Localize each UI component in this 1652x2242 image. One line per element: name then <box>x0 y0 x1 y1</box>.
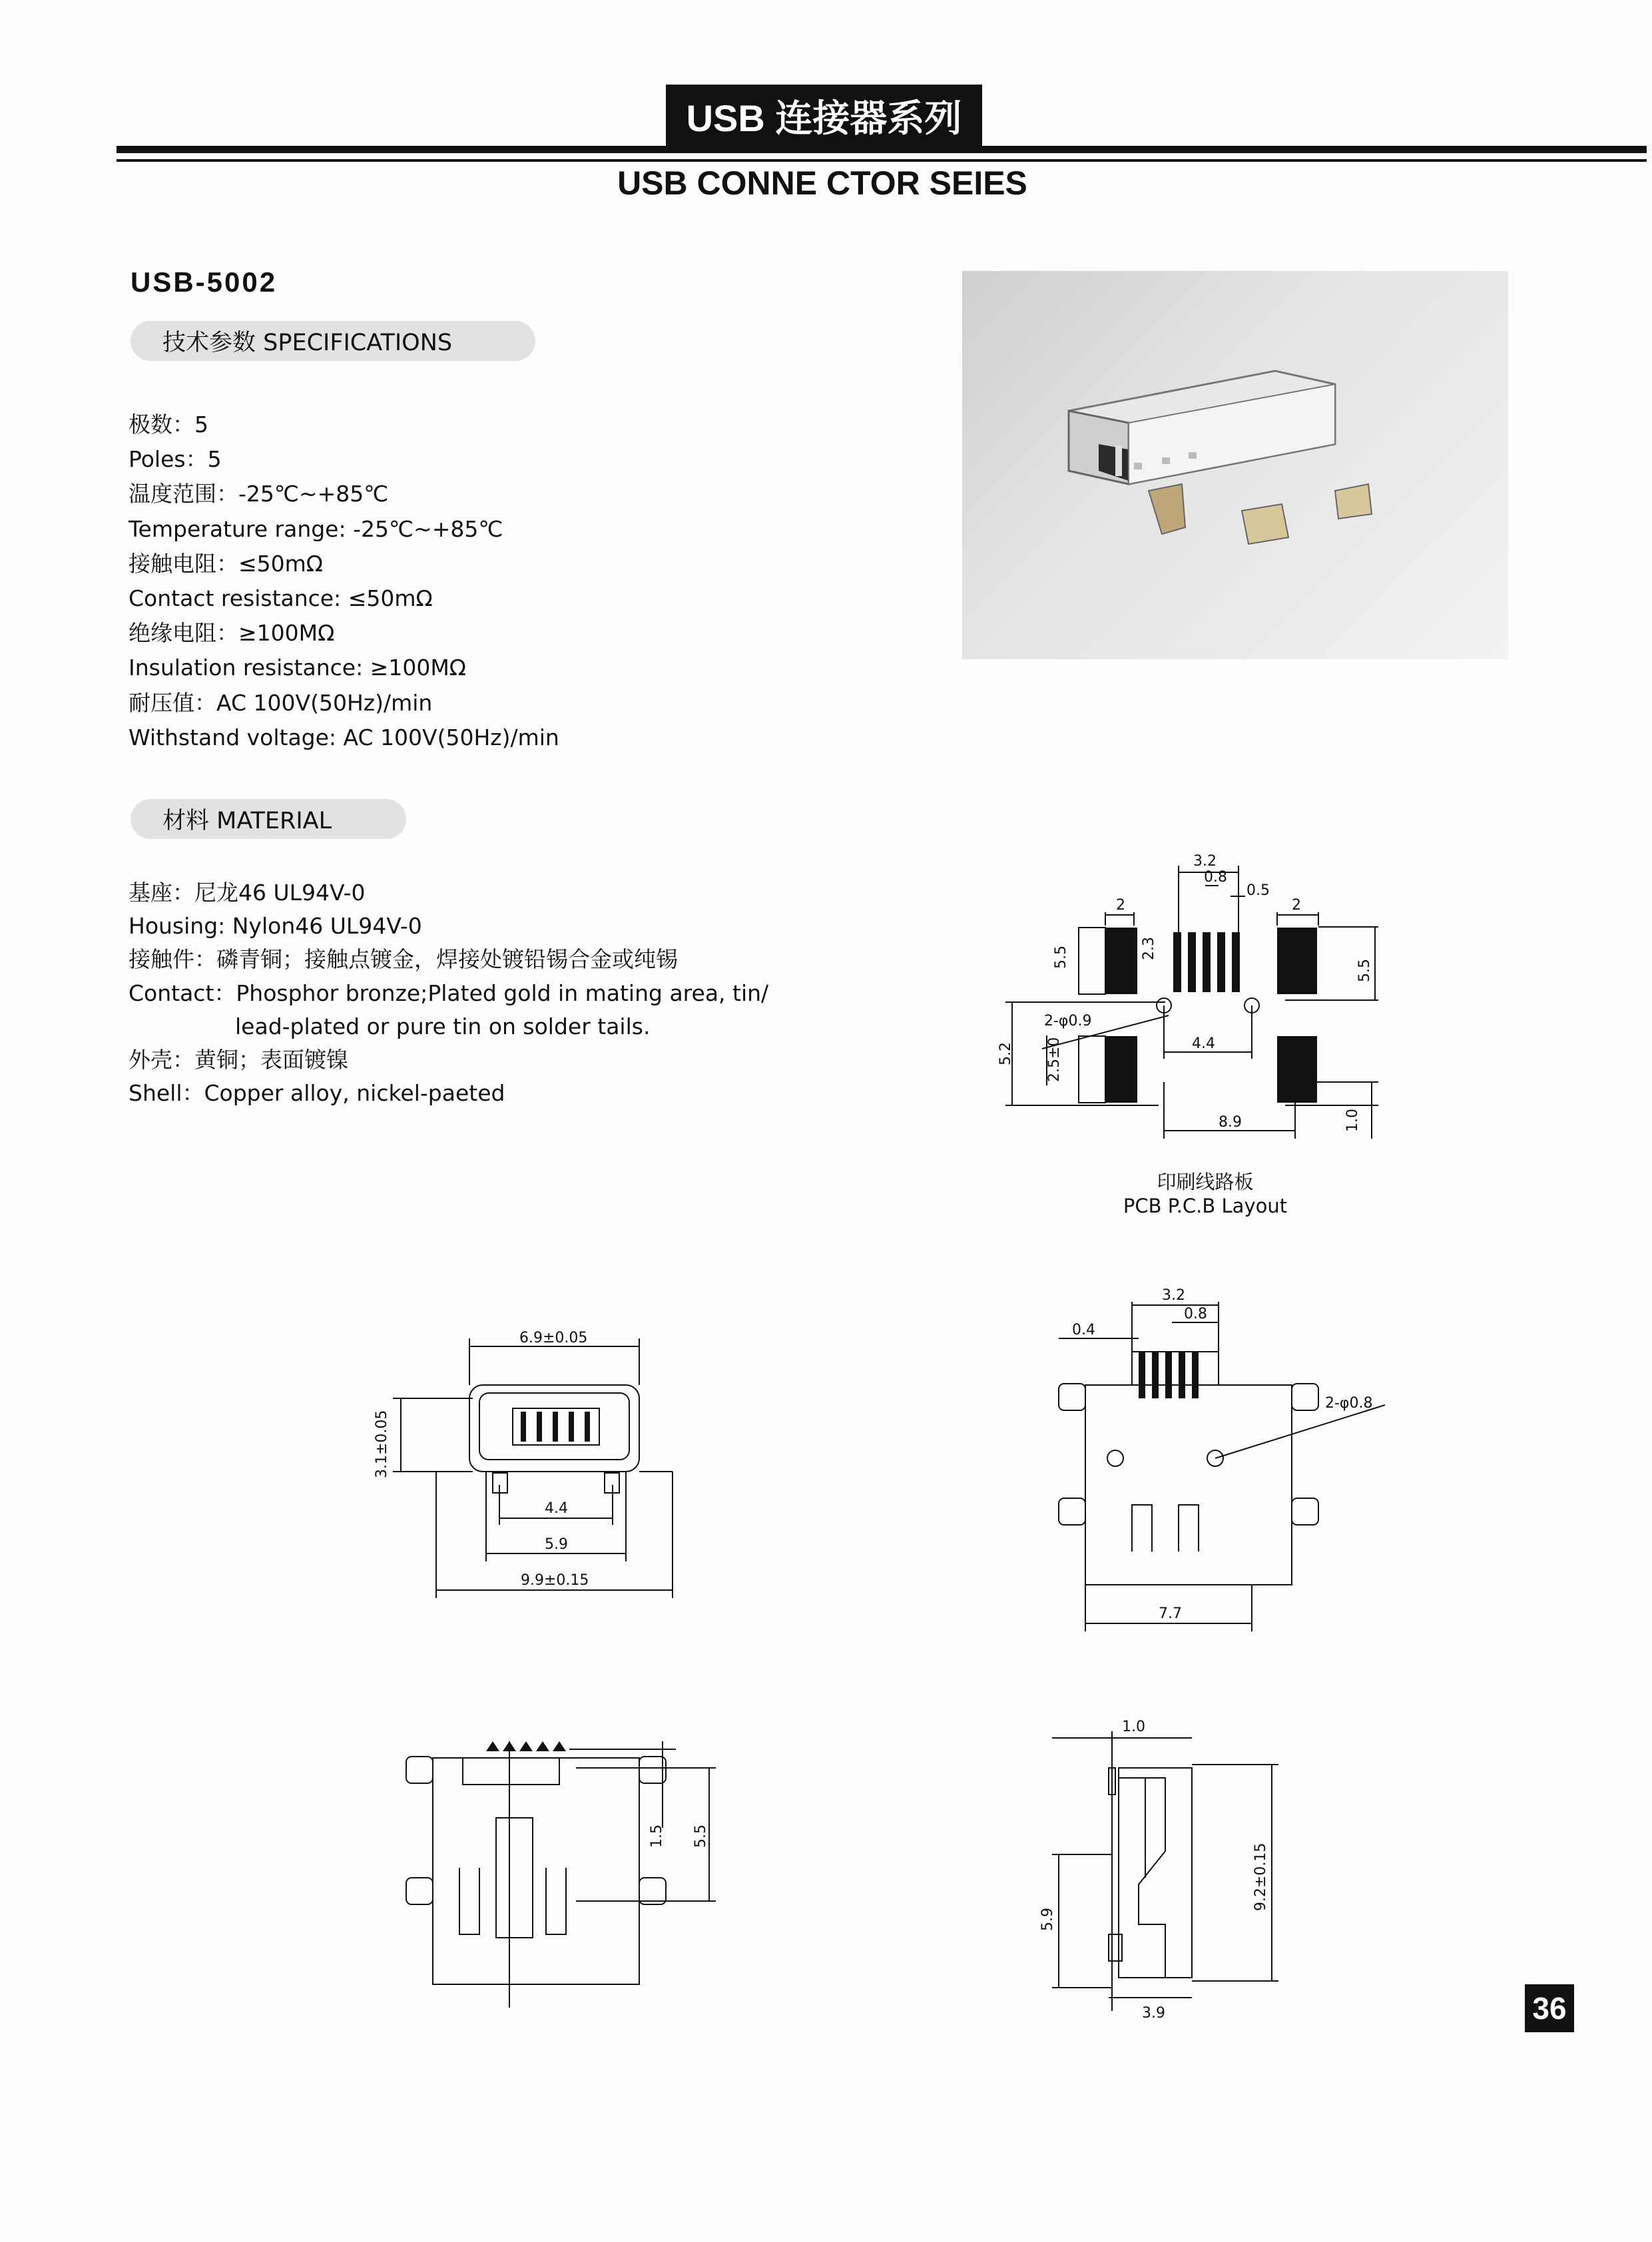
product-photo <box>962 271 1508 659</box>
connector-illustration <box>962 271 1508 659</box>
dim-label: 2.3 <box>1141 937 1157 960</box>
dim-label: 3.1±0.05 <box>374 1410 390 1478</box>
specifications-heading: 技术参数 SPECIFICATIONS <box>131 321 535 361</box>
dim-label: 5.5 <box>1356 959 1373 982</box>
dim-label: 4.4 <box>1192 1035 1215 1052</box>
dim-label: 6.9±0.05 <box>519 1330 588 1346</box>
material-line: 基座：尼龙46 UL94V-0 <box>129 880 366 906</box>
dim-label: 2 <box>1292 897 1301 914</box>
dim-label: 1.5 <box>649 1824 665 1848</box>
spec-line: Withstand voltage: AC 100V(50Hz)/min <box>129 724 559 750</box>
page-number: 36 <box>1525 1984 1574 2032</box>
dim-label: 4.4 <box>545 1500 568 1517</box>
dim-label: 5.9 <box>545 1536 568 1553</box>
material-line: Shell：Copper alloy, nickel-paeted <box>129 1080 505 1107</box>
series-title-en: USB CONNE CTOR SEIES <box>617 164 1027 202</box>
dim-label: 0.8 <box>1204 869 1227 886</box>
material-line: Contact：Phosphor bronze;Plated gold in mating area, tin/ <box>129 980 769 1006</box>
material-line: 外壳：黄铜；表面镀镍 <box>129 1047 348 1073</box>
dim-label: 5.5 <box>1053 946 1069 969</box>
dim-label: 3.2 <box>1162 1287 1185 1304</box>
spec-line: Insulation resistance: ≥100MΩ <box>129 655 467 681</box>
dim-label: 1.0 <box>1122 1719 1145 1735</box>
dim-label: 9.9±0.15 <box>521 1572 589 1589</box>
model-number: USB-5002 <box>131 266 278 298</box>
spec-line: Contact resistance: ≤50mΩ <box>129 585 433 612</box>
spec-line: Poles：5 <box>129 446 222 473</box>
dim-label: 8.9 <box>1219 1114 1242 1131</box>
material-line: Housing: Nylon46 UL94V-0 <box>129 913 422 940</box>
bottom-view-drawing <box>396 1715 742 2008</box>
dim-label: 0.5 <box>1246 882 1270 899</box>
side-view-drawing <box>1032 1711 1312 2024</box>
spec-line: Temperature range: -25℃~+85℃ <box>129 515 503 542</box>
dim-label: 5.5 <box>692 1824 709 1848</box>
front-view-drawing <box>366 1318 686 1605</box>
dim-label: 0.8 <box>1184 1306 1207 1322</box>
dim-label: 0.4 <box>1072 1322 1095 1338</box>
pcb-caption-en: PCB P.C.B Layout <box>1123 1195 1288 1217</box>
dim-label: 2 <box>1116 897 1125 914</box>
material-line: 接触件：磷青铜；接触点镀金，焊接处镀铅锡合金或纯锡 <box>129 946 678 973</box>
dim-label: 1.0 <box>1344 1109 1361 1132</box>
series-title-cn: USB 连接器系列 <box>666 85 982 146</box>
dim-label: 3.2 <box>1193 853 1217 870</box>
spec-line: 接触电阻：≤50mΩ <box>129 550 324 577</box>
spec-line: 极数：5 <box>129 412 208 437</box>
dim-label: 9.2±0.15 <box>1252 1842 1269 1911</box>
header-rule <box>117 146 1647 153</box>
dim-label: 2-φ0.9 <box>1044 1013 1092 1029</box>
dim-label: 7.7 <box>1159 1605 1182 1622</box>
dim-label: 3.9 <box>1142 2005 1165 2022</box>
dim-label: 5.2 <box>997 1042 1014 1065</box>
pcb-layout-drawing <box>992 846 1398 1139</box>
pcb-caption-cn: 印刷线路板 <box>1157 1171 1254 1193</box>
dim-label: 2.5±0 <box>1046 1037 1063 1082</box>
pcb-caption <box>1039 1170 1372 1218</box>
material-line: lead-plated or pure tin on solder tails. <box>235 1013 651 1039</box>
dim-label: 5.9 <box>1039 1908 1056 1931</box>
top-view-drawing <box>1045 1285 1405 1638</box>
material-heading: 材料 MATERIAL <box>131 799 406 839</box>
header-rule-thin <box>117 159 1647 162</box>
specifications-list <box>129 408 559 755</box>
spec-line: 绝缘电阻：≥100MΩ <box>129 620 335 647</box>
spec-line: 耐压值：AC 100V(50Hz)/min <box>129 689 433 716</box>
material-list <box>129 876 768 1110</box>
dim-label: 2-φ0.8 <box>1325 1395 1373 1412</box>
spec-line: 温度范围：-25℃~+85℃ <box>129 481 389 507</box>
